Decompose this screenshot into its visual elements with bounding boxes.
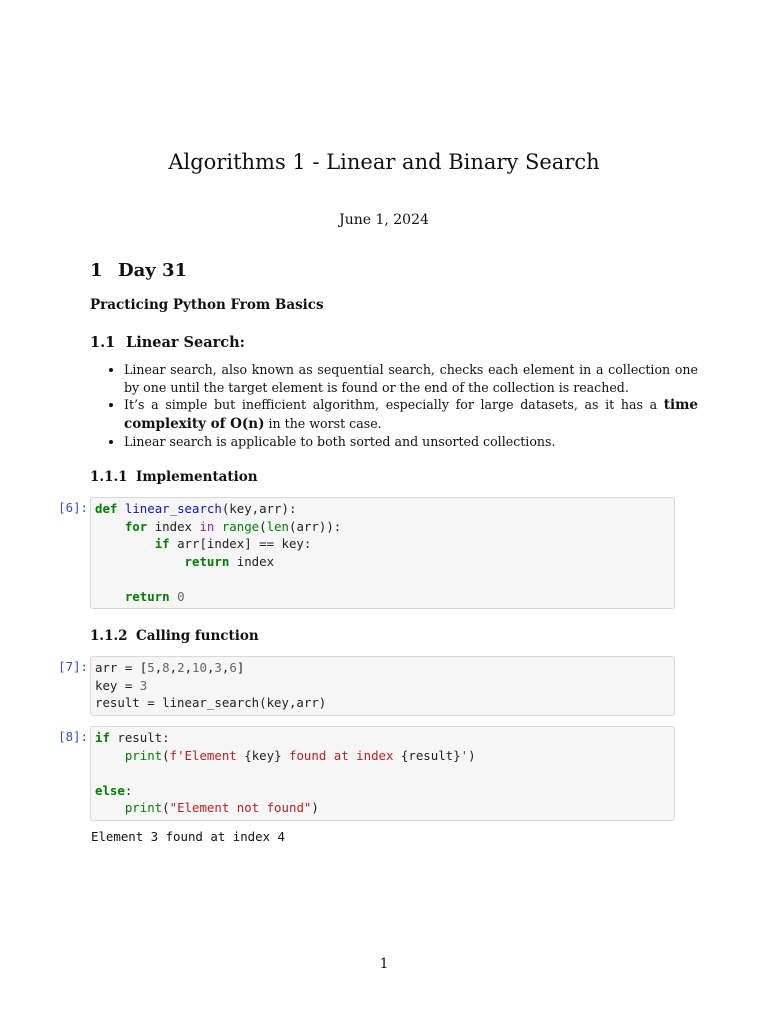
bullet-item (124, 396, 698, 433)
cell-prompt: [7]: (58, 659, 88, 674)
bullet-list (106, 361, 698, 451)
page-number: 1 (379, 956, 389, 972)
subsubsection-title: Calling function (136, 628, 259, 644)
subsection-number: 1.1 (90, 334, 116, 351)
code-line: else: (95, 782, 133, 798)
code-block (95, 659, 670, 712)
code-line: print(f'Element {key} found at index {result}') (124, 747, 476, 763)
code-line: result = linear_search(key,arr) (95, 695, 327, 710)
subsection-heading-linear-search (90, 334, 245, 351)
code-block (95, 500, 670, 605)
bullet-item: • Linear search is applicable to both sorted and unsorted collections. (124, 433, 698, 451)
bullet-bold-text: time complexity of O(n) (124, 397, 698, 432)
code-line: key = 3 (95, 677, 148, 693)
bullet-text: in the worst case. (264, 415, 382, 431)
code-line: if result: (95, 730, 170, 745)
subsubsection-title: Implementation (136, 469, 258, 485)
subsubsection-number: 1.1.2 (90, 628, 128, 644)
bullet-text: It’s a simple but inefficient algorithm, especially for large datasets, as it has a (124, 397, 664, 412)
code-cell-print[interactable] (90, 726, 675, 821)
code-line: arr = [5,8,2,10,3,6] (95, 660, 245, 675)
cell-output: Element 3 found at index 4 (91, 829, 285, 844)
code-line: return index (184, 553, 275, 569)
cell-prompt: [8]: (58, 729, 88, 744)
code-cell-linear-search[interactable] (90, 497, 675, 609)
code-line: def linear_search(key,arr): (95, 501, 297, 516)
subsection-title: Linear Search: (126, 334, 246, 351)
code-line: if arr[index] == key: (154, 536, 312, 551)
document-date: June 1, 2024 (339, 212, 429, 228)
document-title: Algorithms 1 - Linear and Binary Search (168, 150, 600, 174)
subsubsection-heading-calling-function (90, 628, 259, 644)
section-title: Day 31 (118, 260, 188, 281)
code-line: print("Element not found") (124, 800, 319, 815)
bullet-item: • Linear search, also known as sequential search, checks each element in a collection one by one until the target element is found or the end of the collection is reached. (124, 361, 698, 396)
code-line: for index in range(len(arr)): (124, 518, 342, 534)
code-cell-call[interactable] (90, 656, 675, 716)
subsubsection-number: 1.1.1 (90, 469, 128, 485)
section-number: 1 (90, 260, 103, 281)
cell-prompt: [6]: (58, 500, 88, 515)
section-heading-day-31 (90, 260, 187, 281)
subsubsection-heading-implementation (90, 469, 258, 485)
code-block (95, 729, 670, 817)
intro-paragraph: Practicing Python From Basics (90, 297, 324, 313)
code-line: return 0 (124, 588, 185, 604)
